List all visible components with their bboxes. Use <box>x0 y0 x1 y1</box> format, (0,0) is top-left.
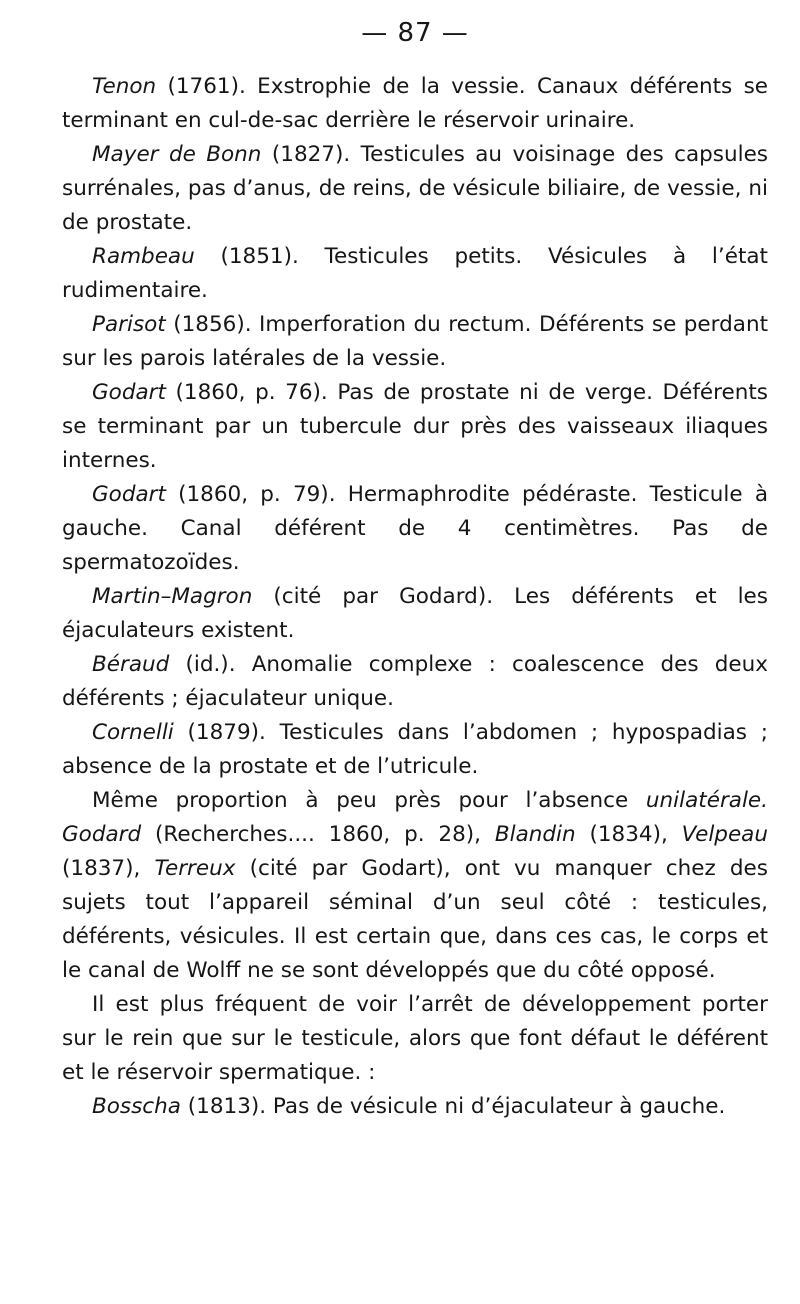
paragraph-unilateral <box>62 784 768 988</box>
author-godard: Godard <box>62 822 142 847</box>
text-run: (1834), <box>575 822 682 847</box>
entry-text: (1879). Testicules dans l’abdomen ; hypospadias ; absence de la prostate et de l’utricule. <box>62 720 768 779</box>
entry-text: (1761). Exstrophie de la vessie. Canaux déférents se terminant en cul-de-sac derrière le réservoir urinaire. <box>62 74 768 133</box>
author-terreux: Terreux <box>154 856 236 881</box>
entry-author: Bosscha <box>92 1094 181 1119</box>
entry-text: (1860, p. 76). Pas de prostate ni de verge. Déférents se terminant par un tubercule dur près des vaisseaux iliaques internes. <box>62 380 768 473</box>
text-run: (cité par Godart), ont vu manquer chez des sujets tout l’appareil séminal d’un seul côté : testicules, déférents, vésicules. Il est certain que, dans ces cas, le corps et le canal de Wolff ne se sont développés que du côté opposé. <box>62 856 768 983</box>
entry-author: Cornelli <box>92 720 174 745</box>
entry-author: Rambeau <box>92 244 195 269</box>
entry-godart-76 <box>62 376 768 478</box>
italic-term: unilatérale. <box>645 788 768 813</box>
book-page <box>62 16 768 1124</box>
entry-author: Martin–Magron <box>92 584 253 609</box>
paragraph-frequent: Il est plus fréquent de voir l’arrêt de développement porter sur le rein que sur le testicule, alors que font défaut le déférent et le réservoir spermatique. : <box>62 992 768 1085</box>
entry-beraud <box>62 648 768 716</box>
entry-author: Béraud <box>92 652 170 677</box>
entry-tenon <box>62 70 768 138</box>
entry-text: (1827). Testicules au voisinage des capsules surrénales, pas d’anus, de reins, de vésicule biliaire, de vessie, ni de prostate. <box>62 142 769 235</box>
entry-cornelli <box>62 716 768 784</box>
entry-text: (1851). Testicules petits. Vésicules à l’état rudimentaire. <box>62 244 768 303</box>
entry-author: Godart <box>92 380 166 405</box>
text-run: Même proportion à peu près pour l’absence <box>92 788 646 813</box>
entry-martin-magron <box>62 580 768 648</box>
entry-author: Parisot <box>92 312 166 337</box>
entry-author: Mayer de Bonn <box>92 142 262 167</box>
entry-author: Tenon <box>92 74 157 99</box>
entry-parisot <box>62 308 768 376</box>
entry-godart-79 <box>62 478 768 580</box>
text-run: (Recherches.... 1860, p. 28), <box>141 822 495 847</box>
text-run: (1837), <box>62 856 155 881</box>
entry-text: (1856). Imperforation du rectum. Déférents se perdant sur les parois latérales de la vessie. <box>62 312 768 371</box>
entry-text: (1860, p. 79). Hermaphrodite pédéraste. Testicule à gauche. Canal déférent de 4 centimètres. Pas de spermatozoïdes. <box>62 482 768 575</box>
entry-rambeau <box>62 240 768 308</box>
entry-mayer <box>62 138 768 240</box>
entry-text: (1813). Pas de vésicule ni d’éjaculateur à gauche. <box>180 1094 726 1119</box>
entry-text: (cité par Godard). Les déférents et les éjaculateurs existent. <box>62 584 768 643</box>
author-blandin: Blandin <box>494 822 576 847</box>
entry-author: Godart <box>92 482 166 507</box>
author-velpeau: Velpeau <box>681 822 768 847</box>
entry-bosscha <box>62 1090 768 1124</box>
entry-text: (id.). Anomalie complexe : coalescence des deux déférents ; éjaculateur unique. <box>62 652 768 711</box>
page-number: — 87 — <box>361 18 469 48</box>
